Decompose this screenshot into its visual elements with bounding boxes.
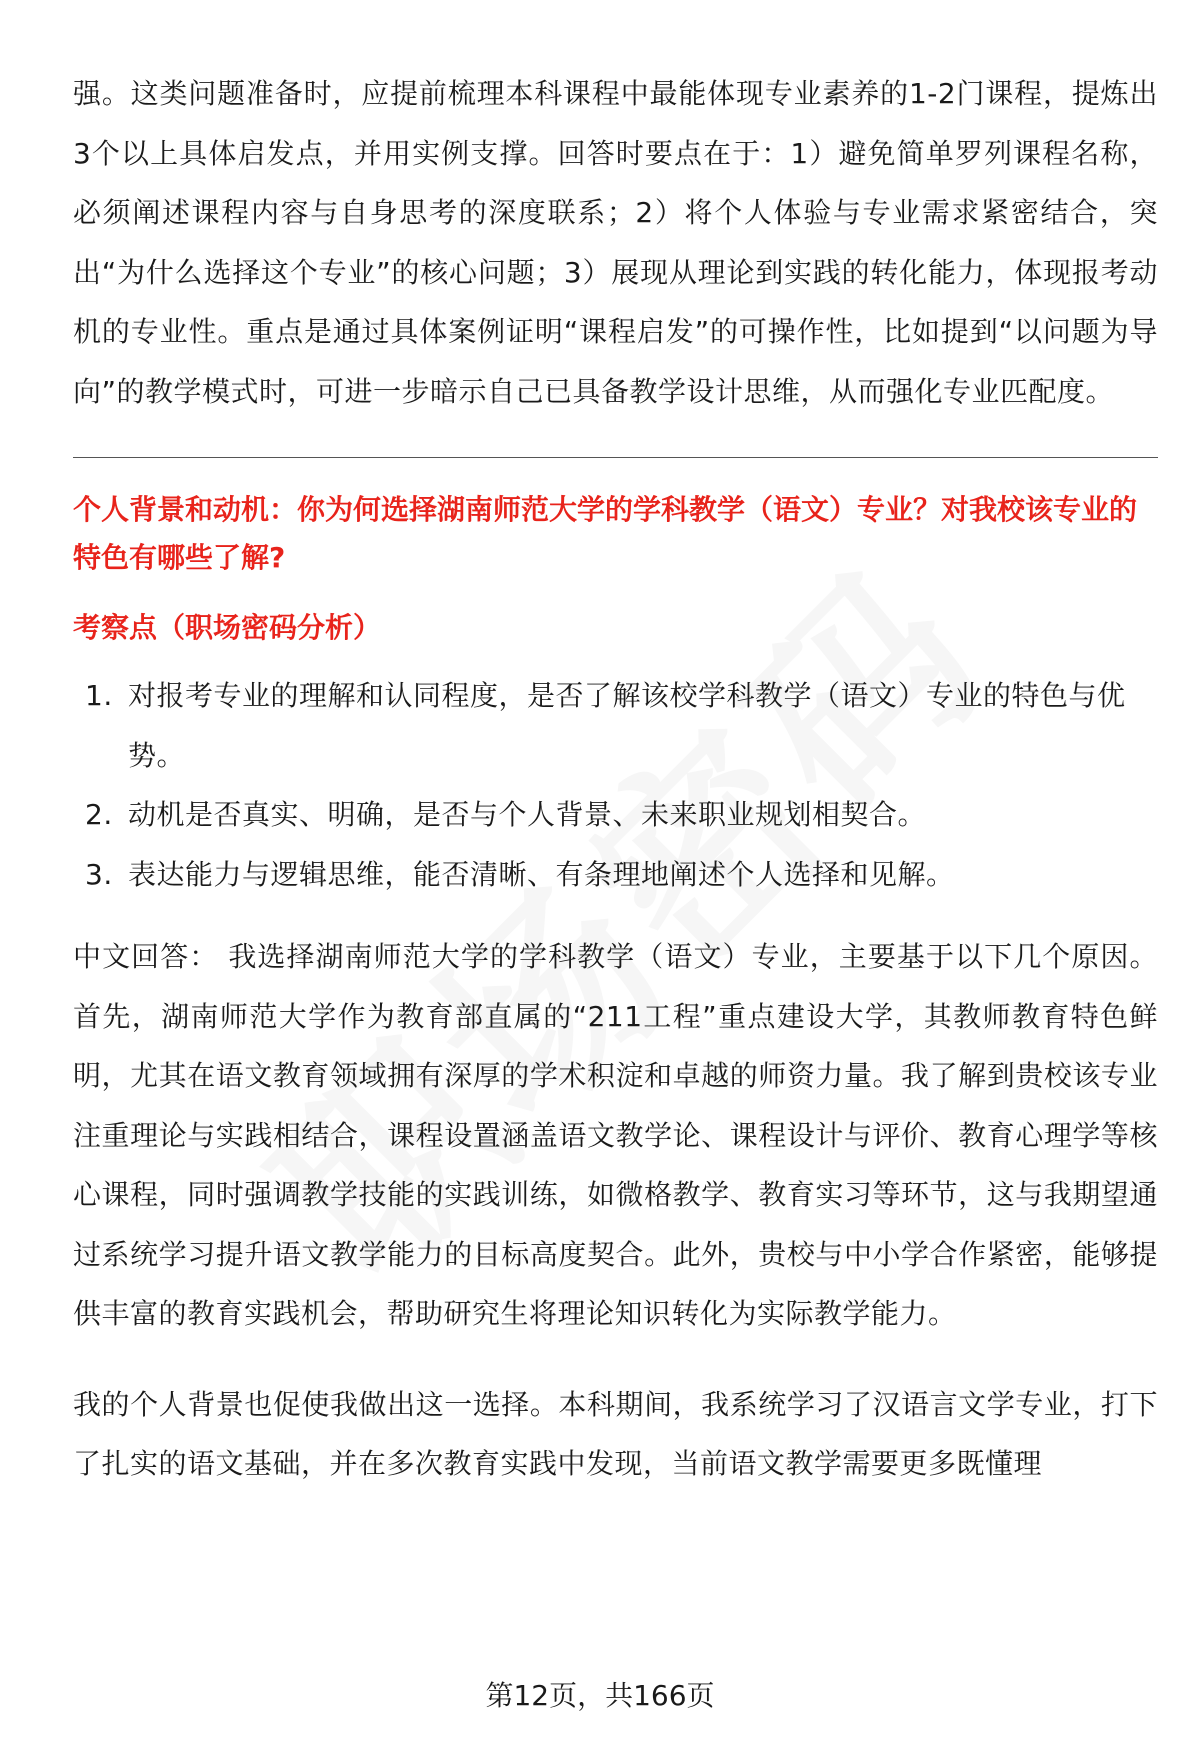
list-item-number: 1. [85, 679, 113, 712]
section-divider [73, 457, 1158, 458]
background-paragraph: 我的个人背景也促使我做出这一选择。本科期间，我系统学习了汉语言文学专业，打下了扎实的语文基础，并在多次教育实践中发现，当前语文教学需要更多既懂理 [73, 1387, 1158, 1480]
list-item [73, 845, 1158, 905]
list-item-number: 3. [85, 857, 113, 891]
assessment-heading: 考察点（职场密码分析） [73, 611, 382, 644]
answer-paragraph: 中文回答： 我选择湖南师范大学的学科教学（语文）专业，主要基于以下几个原因。首先，湖南师范大学作为教育部直属的“211工程”重点建设大学，其教师教育特色鲜明，尤其在语文教育领域拥有深厚的学术积淀和卓越的师资力量。我了解到贵校该专业注重理论与实践相结合，课程设置涵盖语文教学论、课程设计与评价、教育心理学等核心课程，同时强调教学技能的实践训练，如微格教学、教育实习等环节，这与我期望通过系统学习提升语文教学能力的目标高度契合。此外，贵校与中小学合作紧密，能够提供丰富的教育实践机会，帮助研究生将理论知识转化为实际教学能力。 [73, 940, 1158, 1330]
list-item-text: 表达能力与逻辑思维，能否清晰、有条理地阐述个人选择和见解。 [128, 857, 955, 891]
question-heading: 个人背景和动机：你为何选择湖南师范大学的学科教学（语文）专业？对我校该专业的特色有哪些了解? [73, 493, 1138, 574]
list-item-text: 动机是否真实、明确，是否与个人背景、未来职业规划相契合。 [128, 798, 927, 831]
assessment-points-list [73, 666, 1158, 904]
document-page [73, 64, 1158, 1494]
list-item-text: 对报考专业的理解和认同程度，是否了解该校学科教学（语文）专业的特色与优势。 [128, 679, 1126, 772]
list-item-number: 2. [85, 798, 113, 831]
list-item [73, 666, 1158, 785]
list-item [73, 785, 1158, 845]
page-number-footer: 第12页，共166页 [485, 1679, 715, 1712]
top-paragraph: 强。这类问题准备时，应提前梳理本科课程中最能体现专业素养的1-2门课程，提炼出3个以上具体启发点，并用实例支撑。回答时要点在于：1）避免简单罗列课程名称，必须阐述课程内容与自身思考的深度联系；2）将个人体验与专业需求紧密结合，突出“为什么选择这个专业”的核心问题；3）展现从理论到实践的转化能力，体现报考动机的专业性。重点是通过具体案例证明“课程启发”的可操作性，比如提到“以问题为导向”的教学模式时，可进一步暗示自己已具备教学设计思维，从而强化专业匹配度。 [73, 77, 1158, 408]
